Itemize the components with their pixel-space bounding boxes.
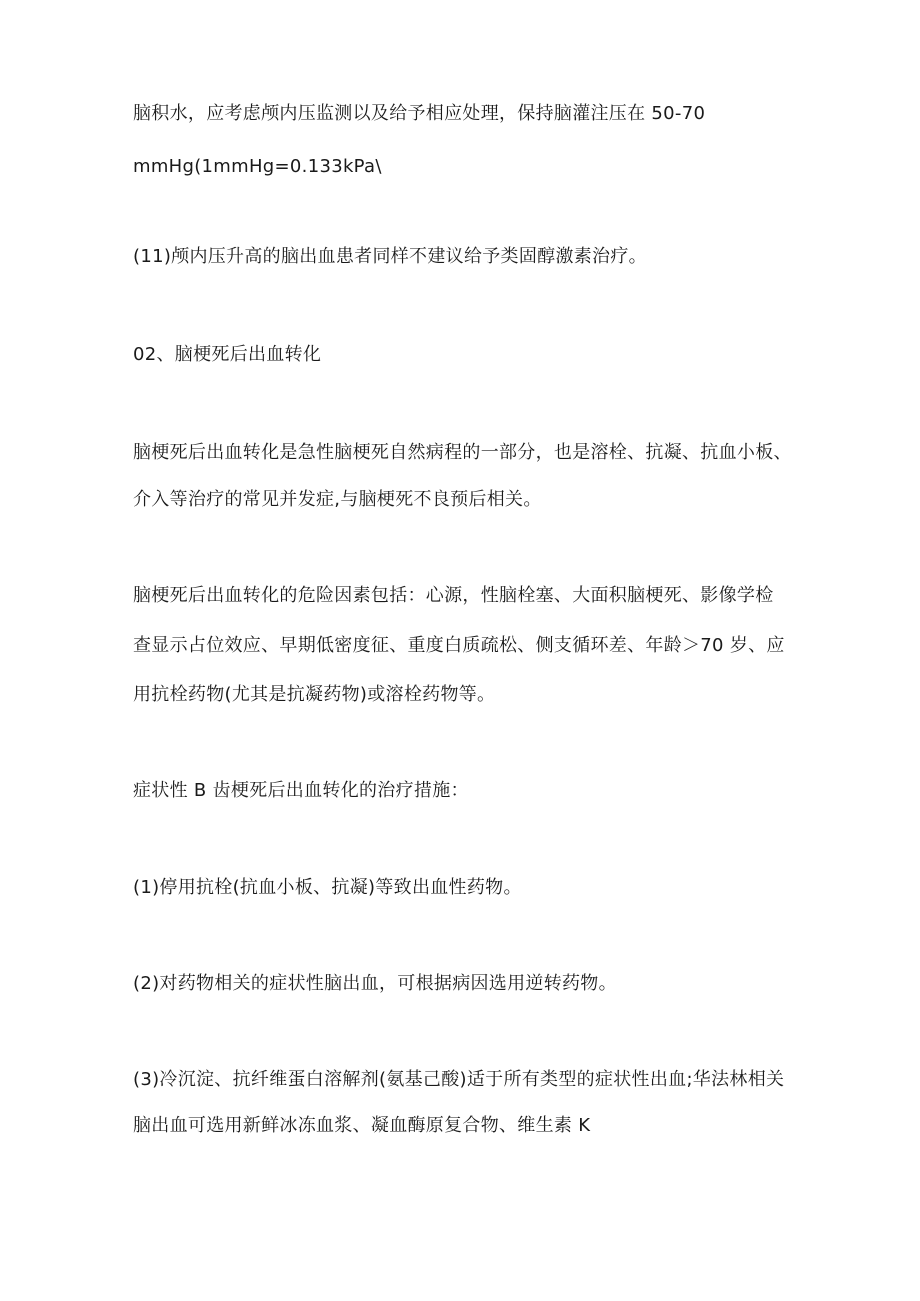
text-line-6: 介入等治疗的常见并发症,与脑梗死不良预后相关。 [133, 489, 542, 510]
text-line-11: (1)停用抗栓(抗血小板、抗凝)等致出血性药物。 [133, 877, 522, 898]
text-line-7: 脑梗死后出血转化的危险因素包括：心源，性脑栓塞、大面积脑梗死、影像学检 [133, 585, 774, 606]
section-heading: 02、脑梗死后出血转化 [133, 344, 322, 365]
text-line-10: 症状性 B 齿梗死后出血转化的治疗措施： [133, 780, 469, 801]
text-line-2: mmHg(1mmHg=0.133kPa\ [133, 156, 382, 177]
text-line-5: 脑梗死后出血转化是急性脑梗死自然病程的一部分，也是溶栓、抗凝、抗血小板、 [133, 442, 792, 463]
text-line-13: (3)冷沉淀、抗纤维蛋白溶解剂(氨基己酸)适于所有类型的症状性出血;华法林相关 [133, 1069, 785, 1090]
text-line-12: (2)对药物相关的症状性脑出血，可根据病因选用逆转药物。 [133, 973, 617, 994]
text-line-8: 查显示占位效应、早期低密度征、重度白质疏松、侧支循环差、年龄＞70 岁、应 [133, 635, 785, 656]
text-line-1: 脑积水，应考虑颅内压监测以及给予相应处理，保持脑灌注压在 50-70 [133, 103, 706, 124]
text-line-14: 脑出血可选用新鲜冰冻血浆、凝血酶原复合物、维生素 K [133, 1115, 591, 1136]
text-line-3: (11)颅内压升高的脑出血患者同样不建议给予类固醇激素治疗。 [133, 246, 647, 267]
text-line-9: 用抗栓药物(尤其是抗凝药物)或溶栓药物等。 [133, 684, 496, 705]
